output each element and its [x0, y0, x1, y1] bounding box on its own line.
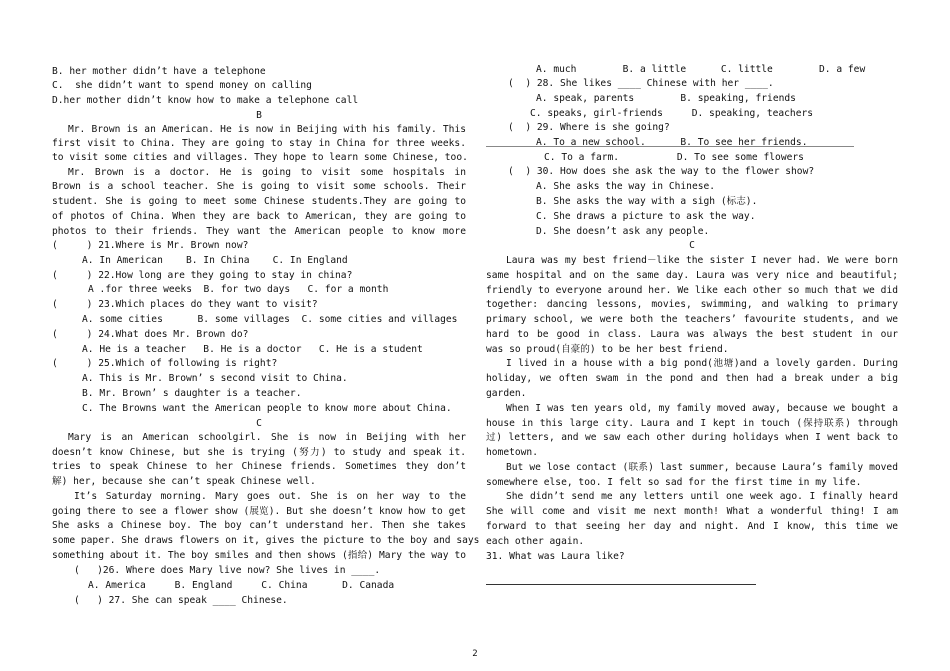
text-line: ( ) 22.How long are they going to stay in china?	[52, 270, 353, 281]
text-line: hometown.	[486, 447, 538, 458]
text-line: first visit to China. They are going to stay in China for three weeks.	[52, 138, 466, 149]
text-line: A. In American B. In China C. In England	[82, 255, 348, 266]
text-line: D.her mother didn’t know how to make a telephone call	[52, 95, 359, 106]
text-line: A. She asks the way in Chinese.	[536, 181, 716, 192]
text-line: ( ) 29. Where is she going?	[508, 122, 670, 133]
text-line: 解) her, because she can’t speak Chinese well.	[52, 476, 316, 487]
text-line: A. This is Mr. Brown’ s second visit to China.	[82, 373, 348, 384]
text-line: When I was ten years old, my family moved away, because we bought a	[506, 403, 898, 414]
text-line: some paper. She draws flowers on it, gives the picture to the boy and says	[52, 535, 480, 546]
text-line: ( ) 24.What does Mr. Brown do?	[52, 329, 249, 340]
text-line: C. She draws a picture to ask the way.	[536, 211, 756, 222]
text-line: together: dancing lessons, movies, swimming, and walking to primary	[486, 299, 898, 310]
text-line: I lived in a house with a big pond(池塘)and a lovely garden. During	[506, 358, 898, 369]
text-line: A. To a new school. B. To see her friends.	[536, 137, 808, 148]
text-line: D. She doesn’t ask any people.	[536, 226, 710, 237]
text-line: forward to that seeing her day and night. And I know, this time we	[486, 521, 898, 532]
text-line: C. she didn’t want to spend money on calling	[52, 80, 312, 91]
text-line: ( ) 27. She can speak ____ Chinese.	[74, 595, 288, 606]
text-line: of photos of China. When they are back to American, they are going to	[52, 211, 466, 222]
text-line: But we lose contact (联系) last summer, because Laura’s family moved	[506, 462, 898, 473]
text-line: house in this large city. Laura and I kept in touch (保持联系) through	[486, 418, 898, 429]
text-line: A. America B. England C. China D. Canada	[88, 580, 395, 591]
text-line: C	[256, 418, 262, 429]
text-line: hard to be good in class. Laura was always the best student in our	[486, 329, 898, 340]
text-line: ( ) 30. How does she ask the way to the flower show?	[508, 166, 815, 177]
text-line: A. speak, parents B. speaking, friends	[536, 93, 796, 104]
text-line: Mary is an American schoolgirl. She is now in Beijing with her	[68, 432, 466, 443]
text-line: 过) letters, and we saw each other during holidays when I went back to	[486, 432, 898, 443]
text-line: A. much B. a little C. little D. a few	[536, 64, 866, 75]
text-line: doesn’t know Chinese, but she is trying (努力) to study and speak it.	[52, 447, 466, 458]
text-line: each other again.	[486, 536, 585, 547]
text-line: B. her mother didn’t have a telephone	[52, 66, 266, 77]
text-line: ( ) 25.Which of following is right?	[52, 358, 278, 369]
text-line: student. She is going to meet some Chinese students.They are going to	[52, 196, 466, 207]
text-line: holiday, we often swam in the pond and then had a break under a big	[486, 373, 898, 384]
text-line: 31. What was Laura like?	[486, 551, 625, 562]
text-line: Mr. Brown is a doctor. He is going to visit some hospitals in	[68, 167, 466, 178]
text-line: photos to their friends. They want the American people to know more	[52, 226, 466, 237]
text-line: B. She asks the way with a sigh (标志).	[536, 196, 758, 207]
text-line: C	[689, 240, 695, 251]
text-line: Mr. Brown is an American. He is now in Beijing with his family. This	[68, 124, 466, 135]
text-line: A. some cities B. some villages C. some cities and villages	[82, 314, 458, 325]
text-line: tries to speak Chinese to her Chinese friends. Sometimes they don’t	[52, 461, 466, 472]
text-line: somewhere else, too. I felt so sad for the first time in my life.	[486, 477, 862, 488]
text-line: going there to see a flower show (展览). But she doesn’t know how to get	[52, 506, 466, 517]
text-line: primary school, we were both the teachers’ favourite students, and we	[486, 314, 898, 325]
text-line: She didn’t send me any letters until one week ago. I finally heard	[506, 491, 898, 502]
text-line: B	[256, 110, 262, 121]
text-line: was so proud(自豪的) to be her best friend.	[486, 344, 729, 355]
text-line: ( ) 21.Where is Mr. Brown now?	[52, 240, 249, 251]
text-line: to visit some cities and villages. They hope to learn some Chinese, too.	[52, 152, 468, 163]
text-line: same hospital and on the same day. Laura was very nice and beautiful;	[486, 270, 898, 281]
text-line: friendly to everyone around her. We like each other so much that we did	[486, 285, 898, 296]
text-line: ( ) 28. She likes ____ Chinese with her ____.	[508, 78, 774, 89]
text-line: It’s Saturday morning. Mary goes out. She is on her way to the	[74, 491, 466, 502]
text-line: B. Mr. Brown’ s daughter is a teacher.	[82, 388, 302, 399]
text-line: Laura was my best friend－like the sister I never had. We were born	[506, 255, 898, 266]
text-line: She will come and visit me next month! What a wonderful thing! I am	[486, 506, 898, 517]
text-line: something about it. The boy smiles and then shows (指给) Mary the way to	[52, 550, 466, 561]
answer-line-31[interactable]	[486, 584, 756, 585]
text-line: A. He is a teacher B. He is a doctor C. He is a student	[82, 344, 423, 355]
text-line: ( ) 23.Which places do they want to visit?	[52, 299, 318, 310]
page-number: 2	[472, 649, 478, 659]
text-line: She asks a Chinese boy. The boy can’t understand her. Then she takes	[52, 520, 466, 531]
text-line: C. The Browns want the American people to know more about China.	[82, 403, 452, 414]
text-line: C. speaks, girl-friends D. speaking, teachers	[530, 108, 814, 119]
text-line: ( )26. Where does Mary live now? She lives in ____.	[74, 565, 381, 576]
text-line: A .for three weeks B. for two days C. for a month	[88, 284, 389, 295]
text-line: garden.	[486, 388, 527, 399]
text-line: C. To a farm. D. To see some flowers	[544, 152, 804, 163]
text-line: Brown is a school teacher. She is going to visit some schools. Their	[52, 181, 466, 192]
